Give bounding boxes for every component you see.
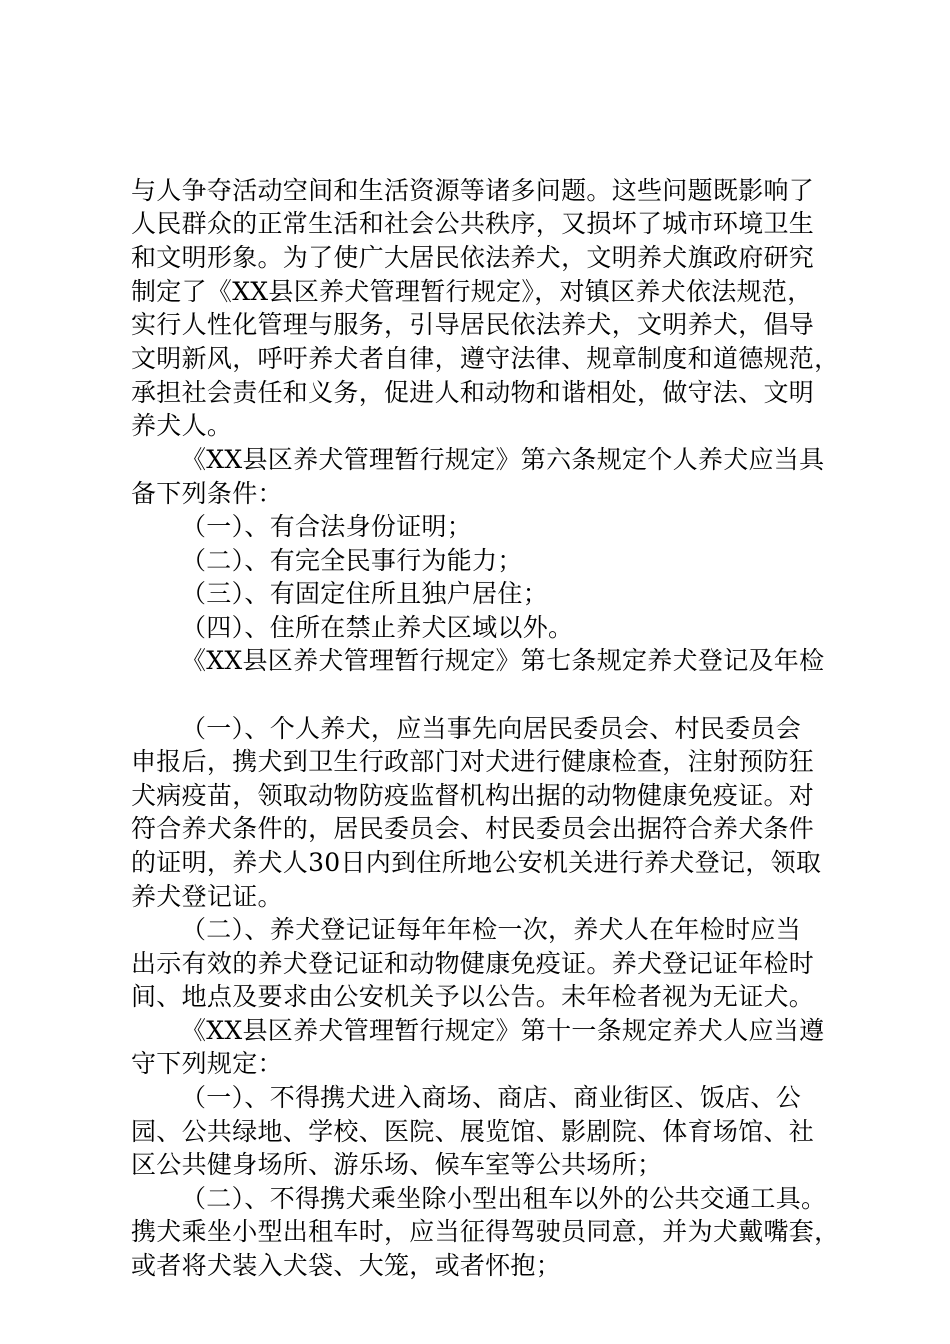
- text-line: （二）、不得携犬乘坐除小型出租车以外的公共交通工具。: [181, 1184, 827, 1213]
- text-line: 守下列规定：: [131, 1049, 283, 1078]
- text-line: 和文明形象。为了使广大居民依法养犬，文明养犬旗政府研究: [131, 243, 815, 272]
- list-item: （四）、住所在禁止养犬区域以外。: [181, 613, 574, 642]
- text-line: （一）、个人养犬，应当事先向居民委员会、村民委员会: [181, 714, 802, 743]
- text-line: 或者将犬装入犬袋、大笼，或者怀抱；: [131, 1251, 562, 1280]
- text-line: 《XX县区养犬管理暂行规定》第六条规定个人养犬应当具: [181, 445, 825, 474]
- text-line: 养犬登记证。: [131, 882, 283, 911]
- text-line: 间、地点及要求由公安机关予以公告。未年检者视为无证犬。: [131, 982, 815, 1011]
- text-line: 申报后，携犬到卫生行政部门对犬进行健康检查，注射预防狂: [131, 747, 815, 776]
- text-line: 实行人性化管理与服务，引导居民依法养犬，文明养犬，倡导: [131, 310, 815, 339]
- text-line: 养犬人。: [131, 411, 233, 440]
- text-line: 犬病疫苗，领取动物防疫监督机构出据的动物健康免疫证。对: [131, 781, 815, 810]
- text-line: （一）、不得携犬进入商场、商店、商业街区、饭店、公: [181, 1083, 802, 1112]
- text-line: 园、公共绿地、学校、医院、展览馆、影剧院、体育场馆、社: [131, 1117, 815, 1146]
- text-line: 《XX县区养犬管理暂行规定》第十一条规定养犬人应当遵: [181, 1016, 825, 1045]
- text-line: 《XX县区养犬管理暂行规定》第七条规定养犬登记及年检: [181, 646, 825, 675]
- text-line: （二）、养犬登记证每年年检一次，养犬人在年检时应当: [181, 915, 802, 944]
- text-line: 区公共健身场所、游乐场、候车室等公共场所；: [131, 1150, 663, 1179]
- text-line: 人民群众的正常生活和社会公共秩序，又损坏了城市环境卫生: [131, 209, 815, 238]
- list-item: （二）、有完全民事行为能力；: [181, 546, 523, 575]
- text-line: 备下列条件：: [131, 479, 283, 508]
- text-line: 制定了《XX县区养犬管理暂行规定》，对镇区养犬依法规范，: [131, 277, 813, 306]
- list-item: （一）、有合法身份证明；: [181, 512, 473, 541]
- text-line: 文明新风，呼吁养犬者自律，遵守法律、规章制度和道德规范，: [131, 344, 840, 373]
- text-line: 携犬乘坐小型出租车时，应当征得驾驶员同意，并为犬戴嘴套，: [131, 1217, 840, 1246]
- text-line: 承担社会责任和义务，促进人和动物和谐相处，做守法、文明: [131, 378, 815, 407]
- text-line: 的证明，养犬人30日内到住所地公安机关进行养犬登记，领取: [131, 848, 822, 877]
- text-line: 与人争夺活动空间和生活资源等诸多问题。这些问题既影响了: [131, 176, 815, 205]
- text-line: 符合养犬条件的，居民委员会、村民委员会出据符合养犬条件: [131, 814, 815, 843]
- text-line: 出示有效的养犬登记证和动物健康免疫证。养犬登记证年检时: [131, 949, 815, 978]
- list-item: （三）、有固定住所且独户居住；: [181, 579, 549, 608]
